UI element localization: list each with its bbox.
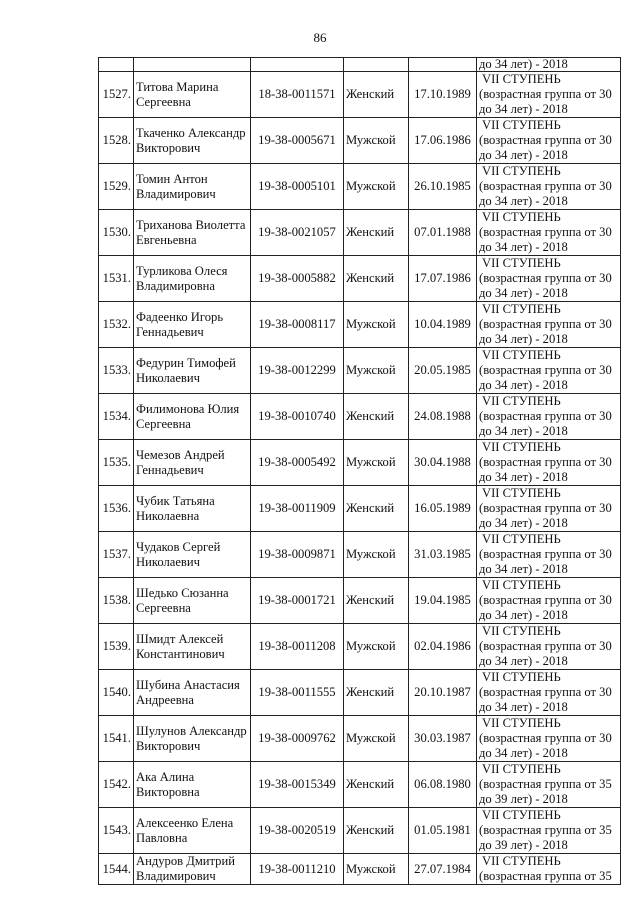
age-group-end: до 34 лет) - 2018 — [479, 700, 568, 714]
participant-id: 19-38-0001721 — [251, 578, 344, 624]
age-group-end: до 34 лет) - 2018 — [479, 378, 568, 392]
table-row — [99, 440, 621, 486]
birth-date: 24.08.1988 — [409, 394, 477, 440]
level-cell — [477, 164, 621, 210]
participant-id: 18-38-0011571 — [251, 72, 344, 118]
birth-date: 20.10.1987 — [409, 670, 477, 716]
gender: Мужской — [344, 854, 409, 885]
row-number: 1533. — [99, 348, 134, 394]
age-group: (возрастная группа от 30 — [479, 317, 612, 331]
table-row — [99, 486, 621, 532]
age-group: (возрастная группа от 30 — [479, 731, 612, 745]
birth-date: 27.07.1984 — [409, 854, 477, 885]
age-group-end: до 34 лет) - 2018 — [479, 240, 568, 254]
level-cell — [477, 440, 621, 486]
level-label: VII СТУПЕНЬ — [482, 808, 561, 822]
table-row — [99, 670, 621, 716]
gender: Женский — [344, 808, 409, 854]
age-group: (возрастная группа от 30 — [479, 87, 612, 101]
participant-id: 19-38-0012299 — [251, 348, 344, 394]
level-label: VII СТУПЕНЬ — [482, 486, 561, 500]
gender: Женский — [344, 578, 409, 624]
level-label: VII СТУПЕНЬ — [482, 716, 561, 730]
gender: Женский — [344, 210, 409, 256]
level-label: VII СТУПЕНЬ — [482, 440, 561, 454]
age-group: (возрастная группа от 35 — [479, 823, 612, 837]
full-name: Алексеенко Елена Павловна — [134, 808, 251, 854]
table-row — [99, 854, 621, 885]
level-label: VII СТУПЕНЬ — [482, 578, 561, 592]
row-number: 1543. — [99, 808, 134, 854]
table-row — [99, 164, 621, 210]
level-label: VII СТУПЕНЬ — [482, 348, 561, 362]
age-group: (возрастная группа от 30 — [479, 179, 612, 193]
table-row — [99, 118, 621, 164]
participant-id: 19-38-0005882 — [251, 256, 344, 302]
level-cell — [477, 72, 621, 118]
level-label: VII СТУПЕНЬ — [482, 532, 561, 546]
table-row — [99, 210, 621, 256]
row-number: 1529. — [99, 164, 134, 210]
table-row — [99, 256, 621, 302]
age-group-end: до 34 лет) - 2018 — [479, 608, 568, 622]
row-number: 1542. — [99, 762, 134, 808]
level-label: VII СТУПЕНЬ — [482, 854, 561, 868]
age-group-end: до 34 лет) - 2018 — [479, 470, 568, 484]
level-label: VII СТУПЕНЬ — [482, 762, 561, 776]
birth-date: 31.03.1985 — [409, 532, 477, 578]
full-name: Чубик Татьяна Николаевна — [134, 486, 251, 532]
table-row — [99, 302, 621, 348]
participant-id: 19-38-0011555 — [251, 670, 344, 716]
participant-id: 19-38-0009871 — [251, 532, 344, 578]
full-name: Турликова Олеся Владимировна — [134, 256, 251, 302]
level-cell — [477, 210, 621, 256]
full-name: Андуров Дмитрий Владимирович — [134, 854, 251, 885]
participant-id: 19-38-0011909 — [251, 486, 344, 532]
participant-id: 19-38-0021057 — [251, 210, 344, 256]
age-group-end: до 34 лет) - 2018 — [479, 746, 568, 760]
participant-id: 19-38-0010740 — [251, 394, 344, 440]
gender: Женский — [344, 256, 409, 302]
row-number: 1528. — [99, 118, 134, 164]
gender: Мужской — [344, 440, 409, 486]
age-group: (возрастная группа от 30 — [479, 271, 612, 285]
level-label: VII СТУПЕНЬ — [482, 72, 561, 86]
row-number: 1541. — [99, 716, 134, 762]
age-group-end: до 34 лет) - 2018 — [479, 516, 568, 530]
level-label: VII СТУПЕНЬ — [482, 394, 561, 408]
full-name: Фадеенко Игорь Геннадьевич — [134, 302, 251, 348]
gender: Мужской — [344, 348, 409, 394]
gender: Женский — [344, 394, 409, 440]
full-name: Ткаченко Александр Викторович — [134, 118, 251, 164]
gender: Мужской — [344, 302, 409, 348]
birth-date: 17.07.1986 — [409, 256, 477, 302]
table-row — [99, 394, 621, 440]
participant-id: 19-38-0005492 — [251, 440, 344, 486]
level-label: VII СТУПЕНЬ — [482, 302, 561, 316]
row-number: 1530. — [99, 210, 134, 256]
table-row — [99, 578, 621, 624]
age-group-end: до 34 лет) - 2018 — [479, 102, 568, 116]
birth-date: 17.06.1986 — [409, 118, 477, 164]
full-name: Шмидт Алексей Константинович — [134, 624, 251, 670]
gender: Женский — [344, 72, 409, 118]
table-row — [99, 72, 621, 118]
level-cell — [477, 302, 621, 348]
birth-date: 10.04.1989 — [409, 302, 477, 348]
full-name: Триханова Виолетта Евгеньевна — [134, 210, 251, 256]
level-cell — [477, 486, 621, 532]
age-group: (возрастная группа от 30 — [479, 455, 612, 469]
row-number: 1535. — [99, 440, 134, 486]
row-number: 1534. — [99, 394, 134, 440]
birth-date: 17.10.1989 — [409, 72, 477, 118]
age-group: (возрастная группа от 30 — [479, 501, 612, 515]
registry-table — [98, 57, 621, 885]
level-label: VII СТУПЕНЬ — [482, 624, 561, 638]
age-group-end: до 34 лет) - 2018 — [479, 654, 568, 668]
page-number: 86 — [313, 30, 327, 45]
birth-date: 07.01.1988 — [409, 210, 477, 256]
row-number: 1536. — [99, 486, 134, 532]
birth-date: 02.04.1986 — [409, 624, 477, 670]
birth-date: 16.05.1989 — [409, 486, 477, 532]
row-number: 1539. — [99, 624, 134, 670]
participant-id: 19-38-0009762 — [251, 716, 344, 762]
level-cell — [477, 808, 621, 854]
birth-date: 06.08.1980 — [409, 762, 477, 808]
gender: Мужской — [344, 532, 409, 578]
level-label: VII СТУПЕНЬ — [482, 256, 561, 270]
age-group: (возрастная группа от 30 — [479, 225, 612, 239]
age-group-end: до 34 лет) - 2018 — [479, 148, 568, 162]
table-row — [99, 532, 621, 578]
birth-date: 20.05.1985 — [409, 348, 477, 394]
level-cell — [477, 256, 621, 302]
table-row — [99, 762, 621, 808]
age-group: (возрастная группа от 30 — [479, 409, 612, 423]
table-row — [99, 624, 621, 670]
participant-id: 19-38-0005671 — [251, 118, 344, 164]
row-number: 1537. — [99, 532, 134, 578]
age-group: (возрастная группа от 30 — [479, 685, 612, 699]
table-row — [99, 716, 621, 762]
age-group-end: до 34 лет) - 2018 — [479, 194, 568, 208]
level-cell — [477, 762, 621, 808]
level-cell — [477, 716, 621, 762]
gender: Женский — [344, 670, 409, 716]
full-name: Томин Антон Владимирович — [134, 164, 251, 210]
level-cell — [477, 348, 621, 394]
level-cell — [477, 578, 621, 624]
age-group: (возрастная группа от 30 — [479, 639, 612, 653]
age-group: (возрастная группа от 35 — [479, 869, 612, 883]
birth-date: 01.05.1981 — [409, 808, 477, 854]
age-group-end: до 34 лет) - 2018 — [479, 562, 568, 576]
age-group: (возрастная группа от 30 — [479, 363, 612, 377]
row-number: 1540. — [99, 670, 134, 716]
level-label: VII СТУПЕНЬ — [482, 210, 561, 224]
gender: Мужской — [344, 716, 409, 762]
birth-date: 19.04.1985 — [409, 578, 477, 624]
full-name: Титова Марина Сергеевна — [134, 72, 251, 118]
level-cell — [477, 670, 621, 716]
level-cell — [477, 624, 621, 670]
gender: Женский — [344, 486, 409, 532]
row-number: 1531. — [99, 256, 134, 302]
table-row — [99, 808, 621, 854]
full-name: Федурин Тимофей Николаевич — [134, 348, 251, 394]
age-group: (возрастная группа от 30 — [479, 593, 612, 607]
gender: Мужской — [344, 164, 409, 210]
participant-id: 19-38-0015349 — [251, 762, 344, 808]
age-group-end: до 34 лет) - 2018 — [479, 286, 568, 300]
age-group: (возрастная группа от 35 — [479, 777, 612, 791]
row-number: 1538. — [99, 578, 134, 624]
table-row — [99, 348, 621, 394]
full-name: Чемезов Андрей Геннадьевич — [134, 440, 251, 486]
age-group-end: до 34 лет) - 2018 — [479, 332, 568, 346]
level-continuation: до 34 лет) - 2018 — [477, 58, 621, 72]
gender: Мужской — [344, 118, 409, 164]
level-cell — [477, 532, 621, 578]
full-name: Шубина Анастасия Андреевна — [134, 670, 251, 716]
table-row-continuation — [99, 58, 621, 72]
participant-id: 19-38-0008117 — [251, 302, 344, 348]
birth-date: 26.10.1985 — [409, 164, 477, 210]
participant-id: 19-38-0011210 — [251, 854, 344, 885]
age-group: (возрастная группа от 30 — [479, 547, 612, 561]
row-number: 1527. — [99, 72, 134, 118]
participant-id: 19-38-0005101 — [251, 164, 344, 210]
participant-id: 19-38-0020519 — [251, 808, 344, 854]
age-group-end: до 34 лет) - 2018 — [479, 424, 568, 438]
level-label: VII СТУПЕНЬ — [482, 670, 561, 684]
birth-date: 30.04.1988 — [409, 440, 477, 486]
level-label: VII СТУПЕНЬ — [482, 118, 561, 132]
age-group-end: до 39 лет) - 2018 — [479, 792, 568, 806]
level-cell — [477, 854, 621, 885]
level-cell — [477, 394, 621, 440]
full-name: Филимонова Юлия Сергеевна — [134, 394, 251, 440]
gender: Мужской — [344, 624, 409, 670]
participant-id: 19-38-0011208 — [251, 624, 344, 670]
full-name: Ака Алина Викторовна — [134, 762, 251, 808]
gender: Женский — [344, 762, 409, 808]
row-number: 1532. — [99, 302, 134, 348]
birth-date: 30.03.1987 — [409, 716, 477, 762]
age-group-end: до 39 лет) - 2018 — [479, 838, 568, 852]
full-name: Шедько Сюзанна Сергеевна — [134, 578, 251, 624]
level-cell — [477, 118, 621, 164]
full-name: Шулунов Александр Викторович — [134, 716, 251, 762]
full-name: Чудаков Сергей Николаевич — [134, 532, 251, 578]
row-number: 1544. — [99, 854, 134, 885]
age-group: (возрастная группа от 30 — [479, 133, 612, 147]
level-label: VII СТУПЕНЬ — [482, 164, 561, 178]
